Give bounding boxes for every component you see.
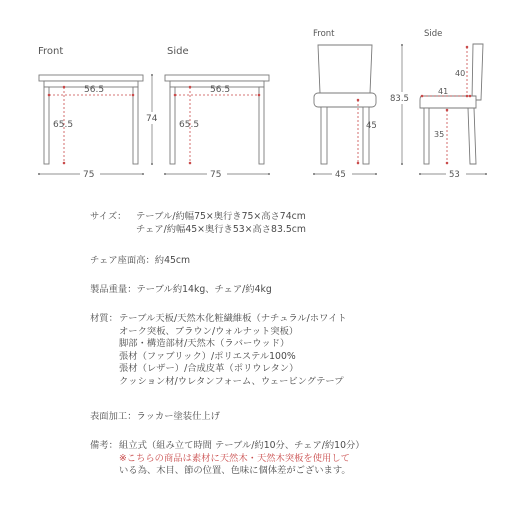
- table-side-width-value: 75: [210, 170, 222, 180]
- material-line-1: テーブル天板/天然木化粧繊維板（ナチュラル/ホワイト: [119, 313, 347, 324]
- chair-leg-height-value: 35: [434, 130, 445, 139]
- chair-side-view: [420, 29, 486, 180]
- chair-front-seat-height-value: 45: [366, 121, 377, 131]
- spec-notes: [90, 440, 365, 478]
- notes-line-3: いる為、木目、節の位置、色味に個体差がございます。: [119, 465, 351, 477]
- dimension-diagram: [0, 0, 512, 195]
- chair-height-value: 83.5: [390, 94, 409, 104]
- table-side-top: [165, 75, 269, 81]
- table-front-leg-right: [133, 87, 138, 164]
- size-line-1: テーブル/約幅75×奥行き75×高さ74cm: [136, 211, 306, 222]
- notes-line-1: 組立式（組み立て時間 テーブル/約10分、チェア/約10分）: [119, 440, 365, 451]
- table-front-view: [38, 46, 143, 180]
- chair-front-leg-left: [321, 107, 327, 164]
- chair-side-leg-back: [468, 108, 476, 164]
- table-front-width-value: 75: [83, 170, 95, 180]
- spec-seat-height: [90, 255, 190, 268]
- chair-back-height-value: 40: [455, 69, 466, 78]
- chair-front-seat: [314, 93, 376, 107]
- chair-front-label: Front: [313, 29, 335, 39]
- table-height-value: 74: [146, 114, 158, 124]
- chair-front-leg-right: [363, 107, 369, 164]
- table-side-leg-right: [259, 87, 264, 164]
- chair-side-label: Side: [424, 29, 443, 39]
- table-front-label: Front: [38, 46, 64, 57]
- table-front-inner-height-value: 65.5: [53, 120, 74, 130]
- notes-label: 備考：: [90, 440, 118, 451]
- table-front-leg-left: [44, 87, 49, 164]
- chair-front-view: [313, 29, 377, 180]
- chair-height-dimension: [390, 45, 414, 164]
- material-line-4: 張材（ファブリック）/ポリエステル100%: [119, 350, 296, 362]
- material-line-5: 張材（レザー）/合成皮革（ポリウレタン）: [119, 363, 299, 375]
- chair-width-value: 45: [335, 170, 346, 180]
- table-side-inner-height-value: 65.5: [179, 120, 200, 130]
- material-line-2: オーク突板、ブラウン/ウォルナット突板）: [119, 325, 299, 337]
- material-label: 材質：: [90, 313, 118, 324]
- notes-line-2: ※こちらの商品は素材に天然木・天然木突板を使用して: [119, 452, 350, 464]
- material-line-6: クッション材/ウレタンフォーム、ウェービングテープ: [119, 375, 344, 387]
- seat-height-line: チェア座面高：約45cm: [90, 255, 191, 266]
- weight-line: 製品重量：テーブル約14kg、チェア/約4kg: [90, 284, 272, 295]
- table-side-span-value: 56.5: [210, 85, 231, 95]
- chair-side-leg-front: [424, 108, 429, 164]
- material-line-3: 脚部・構造部材/天然木（ラバーウッド）: [119, 338, 290, 350]
- chair-depth-value: 53: [449, 170, 460, 180]
- chair-side-backrest: [472, 44, 483, 100]
- table-side-label: Side: [167, 46, 189, 57]
- spec-material: [90, 313, 347, 389]
- size-line-2: チェア/約幅45×奥行き53×高さ83.5cm: [136, 223, 306, 235]
- chair-seat-depth-value: 41: [438, 87, 449, 96]
- spec-finish: [90, 411, 220, 424]
- size-label: サイズ：: [90, 211, 127, 222]
- spec-size: [90, 211, 306, 236]
- table-front-span-value: 56.5: [84, 85, 105, 95]
- chair-front-backrest: [318, 45, 372, 93]
- chair-side-seat: [420, 96, 476, 108]
- table-side-leg-left: [170, 87, 175, 164]
- finish-line: 表面加工：ラッカー塗装仕上げ: [90, 411, 220, 422]
- spec-weight: [90, 284, 272, 297]
- table-side-view: [144, 46, 269, 180]
- table-front-top: [39, 75, 143, 81]
